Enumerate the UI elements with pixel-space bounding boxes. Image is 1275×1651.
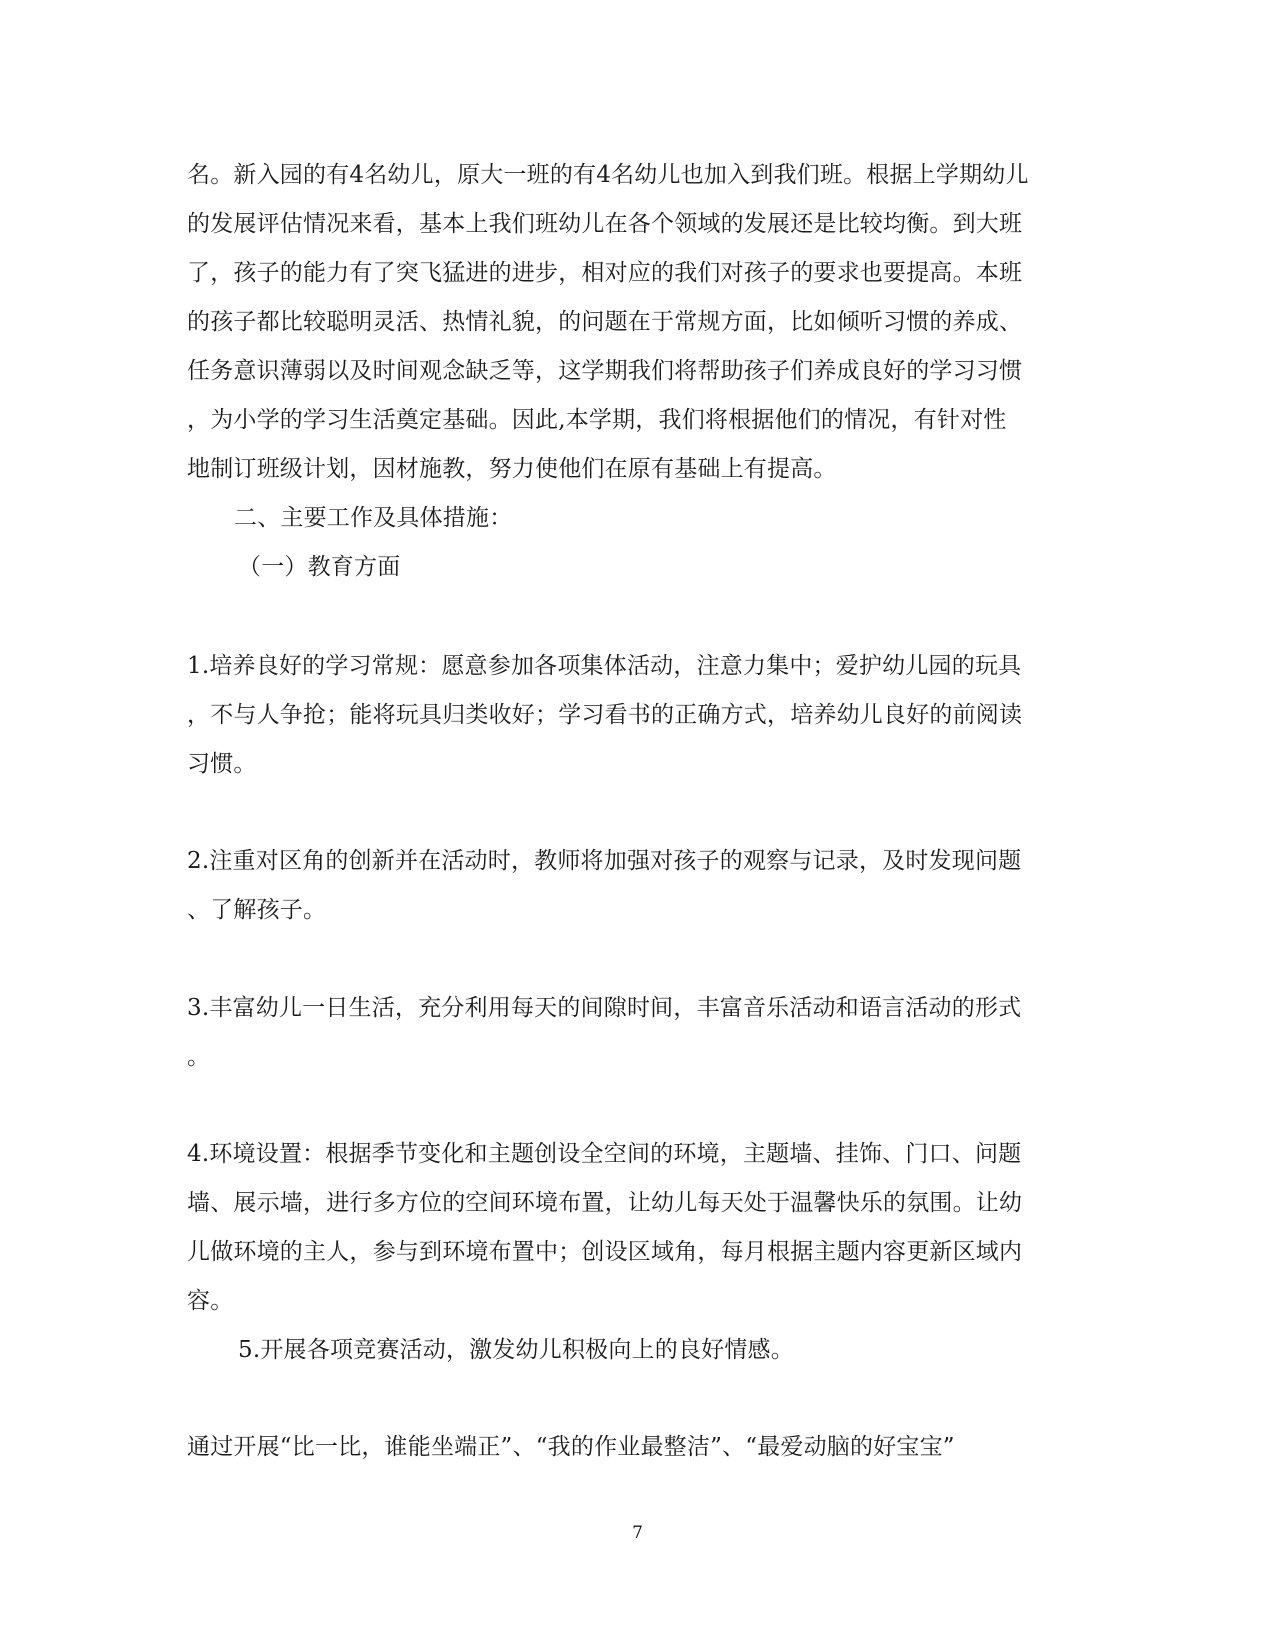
list-item-text: 。 (187, 1044, 211, 1070)
list-item-text: 1.培养良好的学习常规：愿意参加各项集体活动，注意力集中；爱护幼儿园的玩具 (187, 653, 1022, 679)
list-item-text: 4.环境设置：根据季节变化和主题创设全空间的环境，主题墙、挂饰、门口、问题 (187, 1141, 1022, 1167)
page-number: 7 (632, 1523, 643, 1543)
body-text-line: 任务意识薄弱以及时间观念缺乏等，这学期我们将帮助孩子们养成良好的学习习惯 (187, 358, 1023, 384)
list-item-text: 习惯。 (187, 751, 257, 777)
list-item-text: 5.开展各项竞赛活动，激发幼儿积极向上的良好情感。 (238, 1337, 794, 1363)
list-item-text: 2.注重对区角的创新并在活动时，教师将加强对孩子的观察与记录，及时发现问题 (187, 848, 1022, 874)
list-item-text: 儿做环境的主人，参与到环境布置中；创设区域角，每月根据主题内容更新区域内 (187, 1239, 1023, 1265)
list-item-text: 3.丰富幼儿一日生活，充分利用每天的间隙时间，丰富音乐活动和语言活动的形式 (187, 995, 1022, 1021)
subsection-heading: （一）教育方面 (238, 554, 401, 580)
list-item-text: 墙、展示墙，进行多方位的空间环境布置，让幼儿每天处于温馨快乐的氛围。让幼 (187, 1190, 1023, 1216)
body-text-line: 了，孩子的能力有了突飞猛进的进步，相对应的我们对孩子的要求也要提高。本班 (187, 260, 1023, 286)
body-text-line: 通过开展“比一比，谁能坐端正”、“我的作业最整洁”、“最爱动脑的好宝宝” (187, 1434, 955, 1460)
section-heading: 二、主要工作及具体措施： (234, 505, 513, 531)
list-item-text: ，不与人争抢；能将玩具归类收好；学习看书的正确方式，培养幼儿良好的前阅读 (187, 702, 1023, 728)
body-text-line: 地制订班级计划，因材施教，努力使他们在原有基础上有提高。 (187, 456, 837, 482)
list-item-text: 容。 (187, 1288, 234, 1314)
body-text-line: 的发展评估情况来看，基本上我们班幼儿在各个领域的发展还是比较均衡。到大班 (187, 211, 1023, 237)
body-text-line: 名。新入园的有4名幼儿，原大一班的有4名幼儿也加入到我们班。根据上学期幼儿 (187, 162, 1029, 188)
body-text-line: ，为小学的学习生活奠定基础。因此,本学期，我们将根据他们的情况，有针对性 (187, 407, 1007, 433)
body-text-line: 的孩子都比较聪明灵活、热情礼貌，的问题在于常规方面，比如倾听习惯的养成、 (187, 309, 1023, 335)
list-item-text: 、了解孩子。 (187, 897, 327, 923)
